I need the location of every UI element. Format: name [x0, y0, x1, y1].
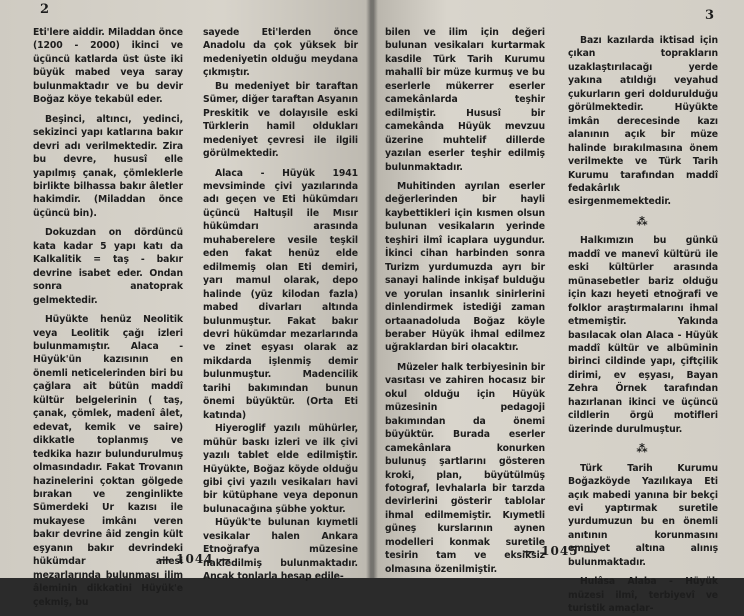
- page-number: 3: [705, 8, 715, 23]
- page-footer-number: — 1044 —: [158, 552, 232, 566]
- page-footer-number: — 1045 —: [523, 544, 597, 558]
- right-page-column-2: [568, 34, 718, 616]
- left-page: [0, 0, 371, 608]
- book-gutter: [366, 0, 378, 578]
- right-page-column-1: [385, 26, 545, 576]
- paragraph: Bazı kazılarda iktisad için çıkan toprakların uzaklaştırılacağı yerde yakına atıldığı veyahud çukurların geri doldurulduğu görülmektedir. Hüyükte imkân derecesinde kazı alanının açık bir müze halinde bırakılmasına önem verilmekte ve Türk Tarih Kurumu tarafından maddî fedakârlık esirgenmemektedir.: [568, 35, 718, 208]
- paragraph: Beşinci, altıncı, yedinci, sekizinci yapı katlarına bakır devri adı verilmektedir. Zira bu devre, hususî elle yapılmış çanak, çömleklerle birlikte bilhassa bakır âletler hakimdir. (Miladdan önce üçüncü bin).: [33, 113, 183, 219]
- page-number: 2: [40, 2, 50, 17]
- paragraph: Muhitinden ayrılan eserler değerlerinden bir hayli kaybettikleri için kısmen olsun bulunan vesikaların yerinde teşhiri ilmî icaplara uygundur. İkinci cihan harbinden sonra Turizm yurdumuzda ayrı bir sanayi halinde inkişaf bulduğu ve yorulan insanlık sinirlerini dinlendirmek istediği zaman ortaanadoluda Boğaz köyle beraber Hüyük ihmal edilmez uğraklardan biri olacaktır.: [385, 180, 545, 354]
- paragraph: Dokuzdan on dördüncü kata kadar 5 yapı katı da Kalkalitik = taş - bakır devrine isabet eder. Ondan sonra anatoprak gelmektedir.: [33, 227, 183, 306]
- paragraph: Müzeler halk terbiyesinin bir vasıtası ve zahiren hocasız bir okul olduğu için Hüyük müzesinin pedagoji bakımından da önemi büyüktür. Burada eserler camekânlara konurken bulunuş şartlarını gösteren kroki, plan, büyütülmüş fotograf, levhalarla bir tarzda devirlerini gösterir tablolar ihmal edilmemiştir. Kıymetli güneş kurslarının aynen modelleri konmak suretile tesirin tam ve eksiksiz olmasına özenilmiştir.: [385, 361, 545, 575]
- paragraph: Hiyeroglif yazılı mühürler, mühür baskı izleri ve ilk çivi yazılı tablet elde edilmiştir. Hüyükte, Boğaz köyde olduğu gibi çivi yazılı vesikaları havi bir kütüphane veya deponun bulunacağına şübhe yoktur.: [203, 423, 358, 515]
- paragraph: Bu medeniyet bir taraftan Sümer, diğer taraftan Asyanın Preskitik ve dolayısile eski Türklerin hamil oldukları medeniyet çevresi ile ilgili görülmektedir.: [203, 80, 358, 160]
- paragraph: Türk Tarih Kurumu Boğazköyde Yazılıkaya Eti açık mabedi yanına bir bekçi evi yaptırmak suretile yurdumuzun bu en önemli anıtının korunmasını emniyet altına alınış bulunmaktadır.: [568, 462, 718, 568]
- paragraph: sayede Eti'lerden önce Anadolu da çok yüksek bir medeniyetin olduğu meydana çıkmıştır.: [203, 27, 358, 79]
- right-page: [373, 0, 744, 615]
- paragraph: Halkımızın bu günkü maddî ve manevî kültürü ile eski kültürler arasında münasebetler bariz olduğu için kazı heyeti etnoğrafi ve folklor araştırmalarını ihmal etmemiştir. Yakında basılacak olan Alaca - Hüyük maddî kültür ve albüminin birinci cildinde yapı, çiftçilik dirimi, ev eşyası, Bayan Zehra Örnek tarafından hazırlanan ikinci ve üçüncü cildlerin örgü motifleri üzerinde durulmuştur.: [568, 235, 718, 435]
- paragraph: Hulâsa Alaba - Hüyük müzesi ilmî, terbiyevî ve turistik amaçlar-: [568, 576, 718, 615]
- paragraph: Hüyükte henüz Neolitik veya Leolitik çağı izleri bulunmamıştır. Alaca - Hüyük'ün kazısının en önemli neticelerinden biri bu çağlara ait bütün maddî kültür belgelerinin ( taş, çanak, çömlek, madenî âlet, edevat, kemik ve saire) dikkatle toplanmış ve tedkika hazır bulundurulmuş olmasındadır. Fakat Trovanın hazinelerini çoktan gölgede bırakan ve zenginlikte Sümerdeki Ur kazısı ile mukayese imkânı veren bakır devrine âid zengin kült eşyanın bakır devrindeki hükümdar ailesi mezarlarında bulunması ilim âleminin dikkatini Hüyük'e çekmiş, bu: [33, 314, 183, 608]
- paragraph: Alaca - Hüyük 1941 mevsiminde çivi yazılarında adı geçen ve Eti hükümdarı üçüncü Haltuşil ile Mısır hükümdarı arasında muhaberelere vesile teşkil eden fakat henüz elde edilmemiş olan Eti demiri, yarı mamul olarak, depo halinde (yüz kilodan fazla) mabed divarları altında bulunmuştur. Fakat bakır devri hükümdar mezarlarında ve zinet eşyası olarak az mikdarda işlenmiş demir bulunmuştur. Madencilik tarihi bakımından bunun önemi büyüktür. (Orta Eti katında): [203, 167, 358, 421]
- left-page-column-1: [33, 26, 183, 609]
- paragraph: Eti'lere aiddir. Miladdan önce (1200 - 2000) ikinci ve üçüncü katlarda üst üste iki büyük mabed veya saray bulunmaktadır ve bu devir Boğaz köye tekabül eder.: [33, 27, 183, 106]
- section-separator: ⁂: [636, 214, 650, 228]
- paragraph: bilen ve ilim için değeri bulunan vesikaları kurtarmak kasdile Türk Tarih Kurumu mahallî bir müze kurmuş ve bu eserlerle mükerrer eserler camekânlarda teşhir edilmiştir. Hususî bir camekânda Hüyük mevzuu üzerine muhtelif dillerde yazılan eserler teşhir edilmiş bulunmaktadır.: [385, 27, 545, 173]
- paragraph: Hüyük'te bulunan kıymetli vesikalar halen Ankara Etnoğrafya müzesine nakledilmiş bulunmaktadır. Ancak tonlarla hesap edile-: [203, 517, 358, 583]
- section-separator: ⁂: [636, 442, 650, 456]
- left-page-column-2: [203, 26, 358, 584]
